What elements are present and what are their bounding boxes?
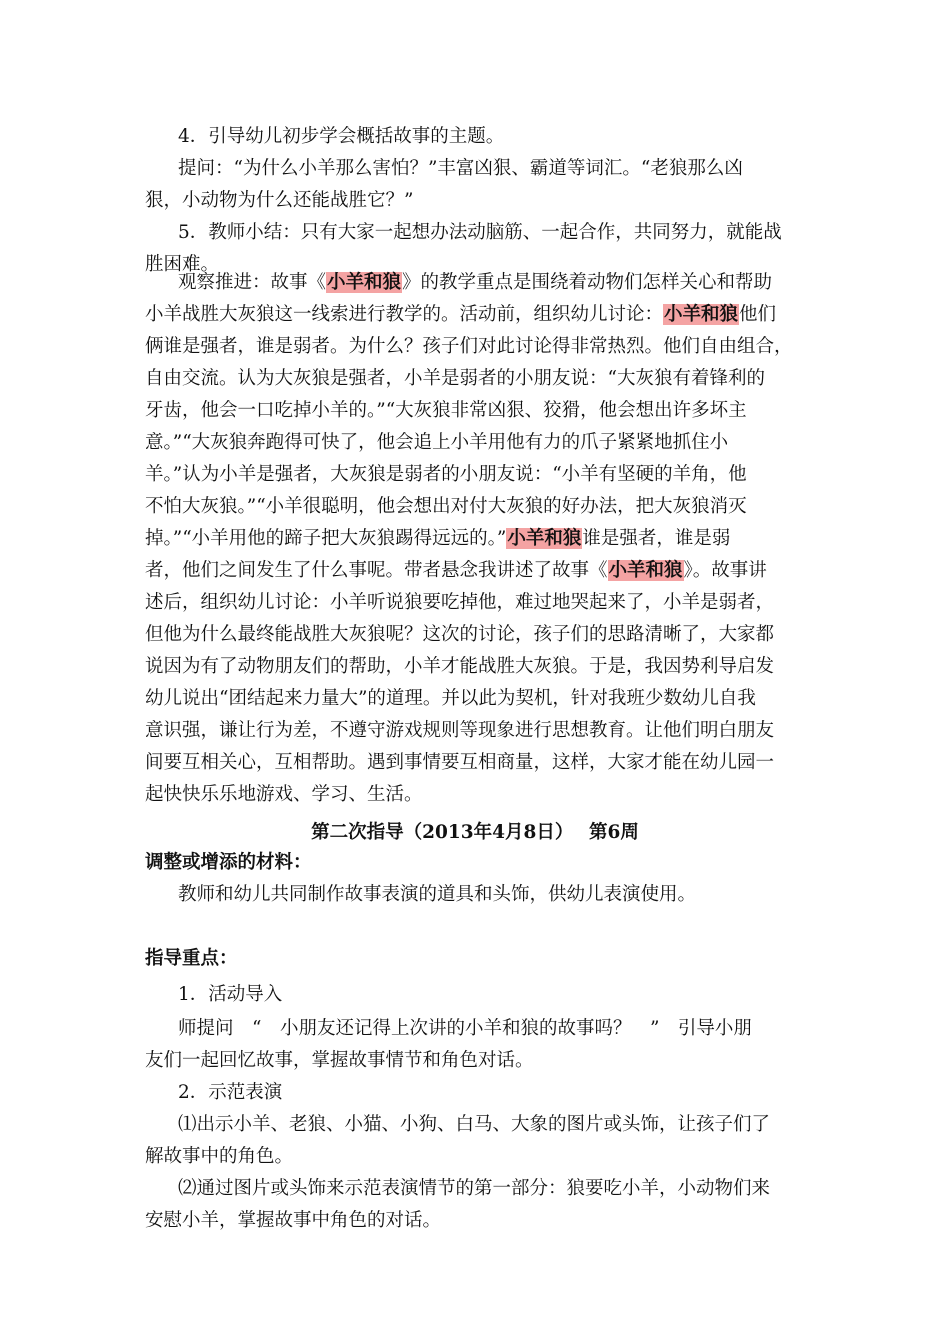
observation-line-6: 意。”“大灰狼奔跑得可快了，他会追上小羊用他有力的爪子紧紧地抓住小 — [145, 432, 729, 453]
observation-line-17: 起快快乐乐地游戏、学习、生活。 — [145, 784, 423, 805]
observation-line-15: 意识强，谦让行为差，不遵守游戏规则等现象进行思想教育。让他们明白朋友 — [145, 720, 775, 741]
observation-line-16: 间要互相关心，互相帮助。遇到事情要互相商量，这样，大家才能在幼儿园一 — [145, 752, 775, 773]
story-title-highlight: 小羊和狼 — [664, 304, 739, 325]
step-2a-line-1: ⑴出示小羊、老狼、小猫、小狗、白马、大象的图片或头饰，让孩子们了 — [178, 1114, 771, 1135]
item-5-line-2: 胜困难。 — [145, 254, 220, 275]
observation-line-9: 掉。”“小羊用他的蹄子把大灰狼踢得远远的。”小羊和狼谁是强者，谁是弱 — [145, 528, 731, 549]
step-2-title: 2．示范表演 — [178, 1082, 283, 1103]
story-title-highlight: 小羊和狼 — [608, 560, 683, 581]
observation-line-11: 述后，组织幼儿讨论：小羊听说狼要吃掉他，难过地哭起来了，小羊是弱者， — [145, 592, 775, 613]
observation-line-2: 小羊战胜大灰狼这一线索进行教学的。活动前，组织幼儿讨论：小羊和狼他们 — [145, 304, 777, 325]
question-line-2: 狠，小动物为什么还能战胜它？” — [145, 190, 414, 211]
observation-line-8: 不怕大灰狼。”“小羊很聪明，他会想出对付大灰狼的好办法，把大灰狼消灭 — [145, 496, 747, 517]
story-title-highlight: 小羊和狼 — [327, 272, 402, 293]
story-title-highlight: 小羊和狼 — [507, 528, 582, 549]
step-1-line-2: 友们一起回忆故事，掌握故事情节和角色对话。 — [145, 1050, 534, 1071]
observation-line-1: 观察推进：故事《小羊和狼》的教学重点是围绕着动物们怎样关心和帮助 — [178, 272, 773, 293]
focus-label: 指导重点： — [145, 948, 238, 969]
question-line-1: 提问：“为什么小羊那么害怕？”丰富凶狠、霸道等词汇。“老狼那么凶 — [178, 158, 743, 179]
observation-line-13: 说因为有了动物朋友们的帮助，小羊才能战胜大灰狼。于是，我因势利导启发 — [145, 656, 775, 677]
step-2a-line-2: 解故事中的角色。 — [145, 1146, 294, 1167]
observation-line-7: 羊。”认为小羊是强者，大灰狼是弱者的小朋友说：“小羊有坚硬的羊角，他 — [145, 464, 747, 485]
materials-label: 调整或增添的材料： — [145, 852, 312, 873]
step-1-title: 1．活动导入 — [178, 984, 283, 1005]
step-2b-line-2: 安慰小羊，掌握故事中角色的对话。 — [145, 1210, 442, 1231]
observation-line-10: 者，他们之间发生了什么事呢。带者悬念我讲述了故事《小羊和狼》。故事讲 — [145, 560, 767, 581]
item-4: 4．引导幼儿初步学会概括故事的主题。 — [178, 126, 505, 147]
observation-line-12: 但他为什么最终能战胜大灰狼呢？这次的讨论，孩子们的思路清晰了，大家都 — [145, 624, 775, 645]
observation-line-3: 俩谁是强者，谁是弱者。为什么？孩子们对此讨论得非常热烈。他们自由组合， — [145, 336, 793, 357]
observation-line-14: 幼儿说出“团结起来力量大”的道理。并以此为契机，针对我班少数幼儿自我 — [145, 688, 756, 709]
materials-text: 教师和幼儿共同制作故事表演的道具和头饰，供幼儿表演使用。 — [178, 884, 697, 905]
step-1-line-1: 师提问 “ 小朋友还记得上次讲的小羊和狼的故事吗？ ” 引导小朋 — [178, 1018, 752, 1039]
section-heading: 第二次指导（2013年4月8日） 第6周 — [311, 822, 639, 843]
step-2b-line-1: ⑵通过图片或头饰来示范表演情节的第一部分：狼要吃小羊，小动物们来 — [178, 1178, 771, 1199]
observation-line-5: 牙齿，他会一口吃掉小羊的。”“大灰狼非常凶狠、狡猾，他会想出许多坏主 — [145, 400, 747, 421]
item-5-line-1: 5．教师小结：只有大家一起想办法动脑筋、一起合作，共同努力，就能战 — [178, 222, 782, 243]
observation-line-4: 自由交流。认为大灰狼是强者，小羊是弱者的小朋友说：“大灰狼有着锋利的 — [145, 368, 765, 389]
